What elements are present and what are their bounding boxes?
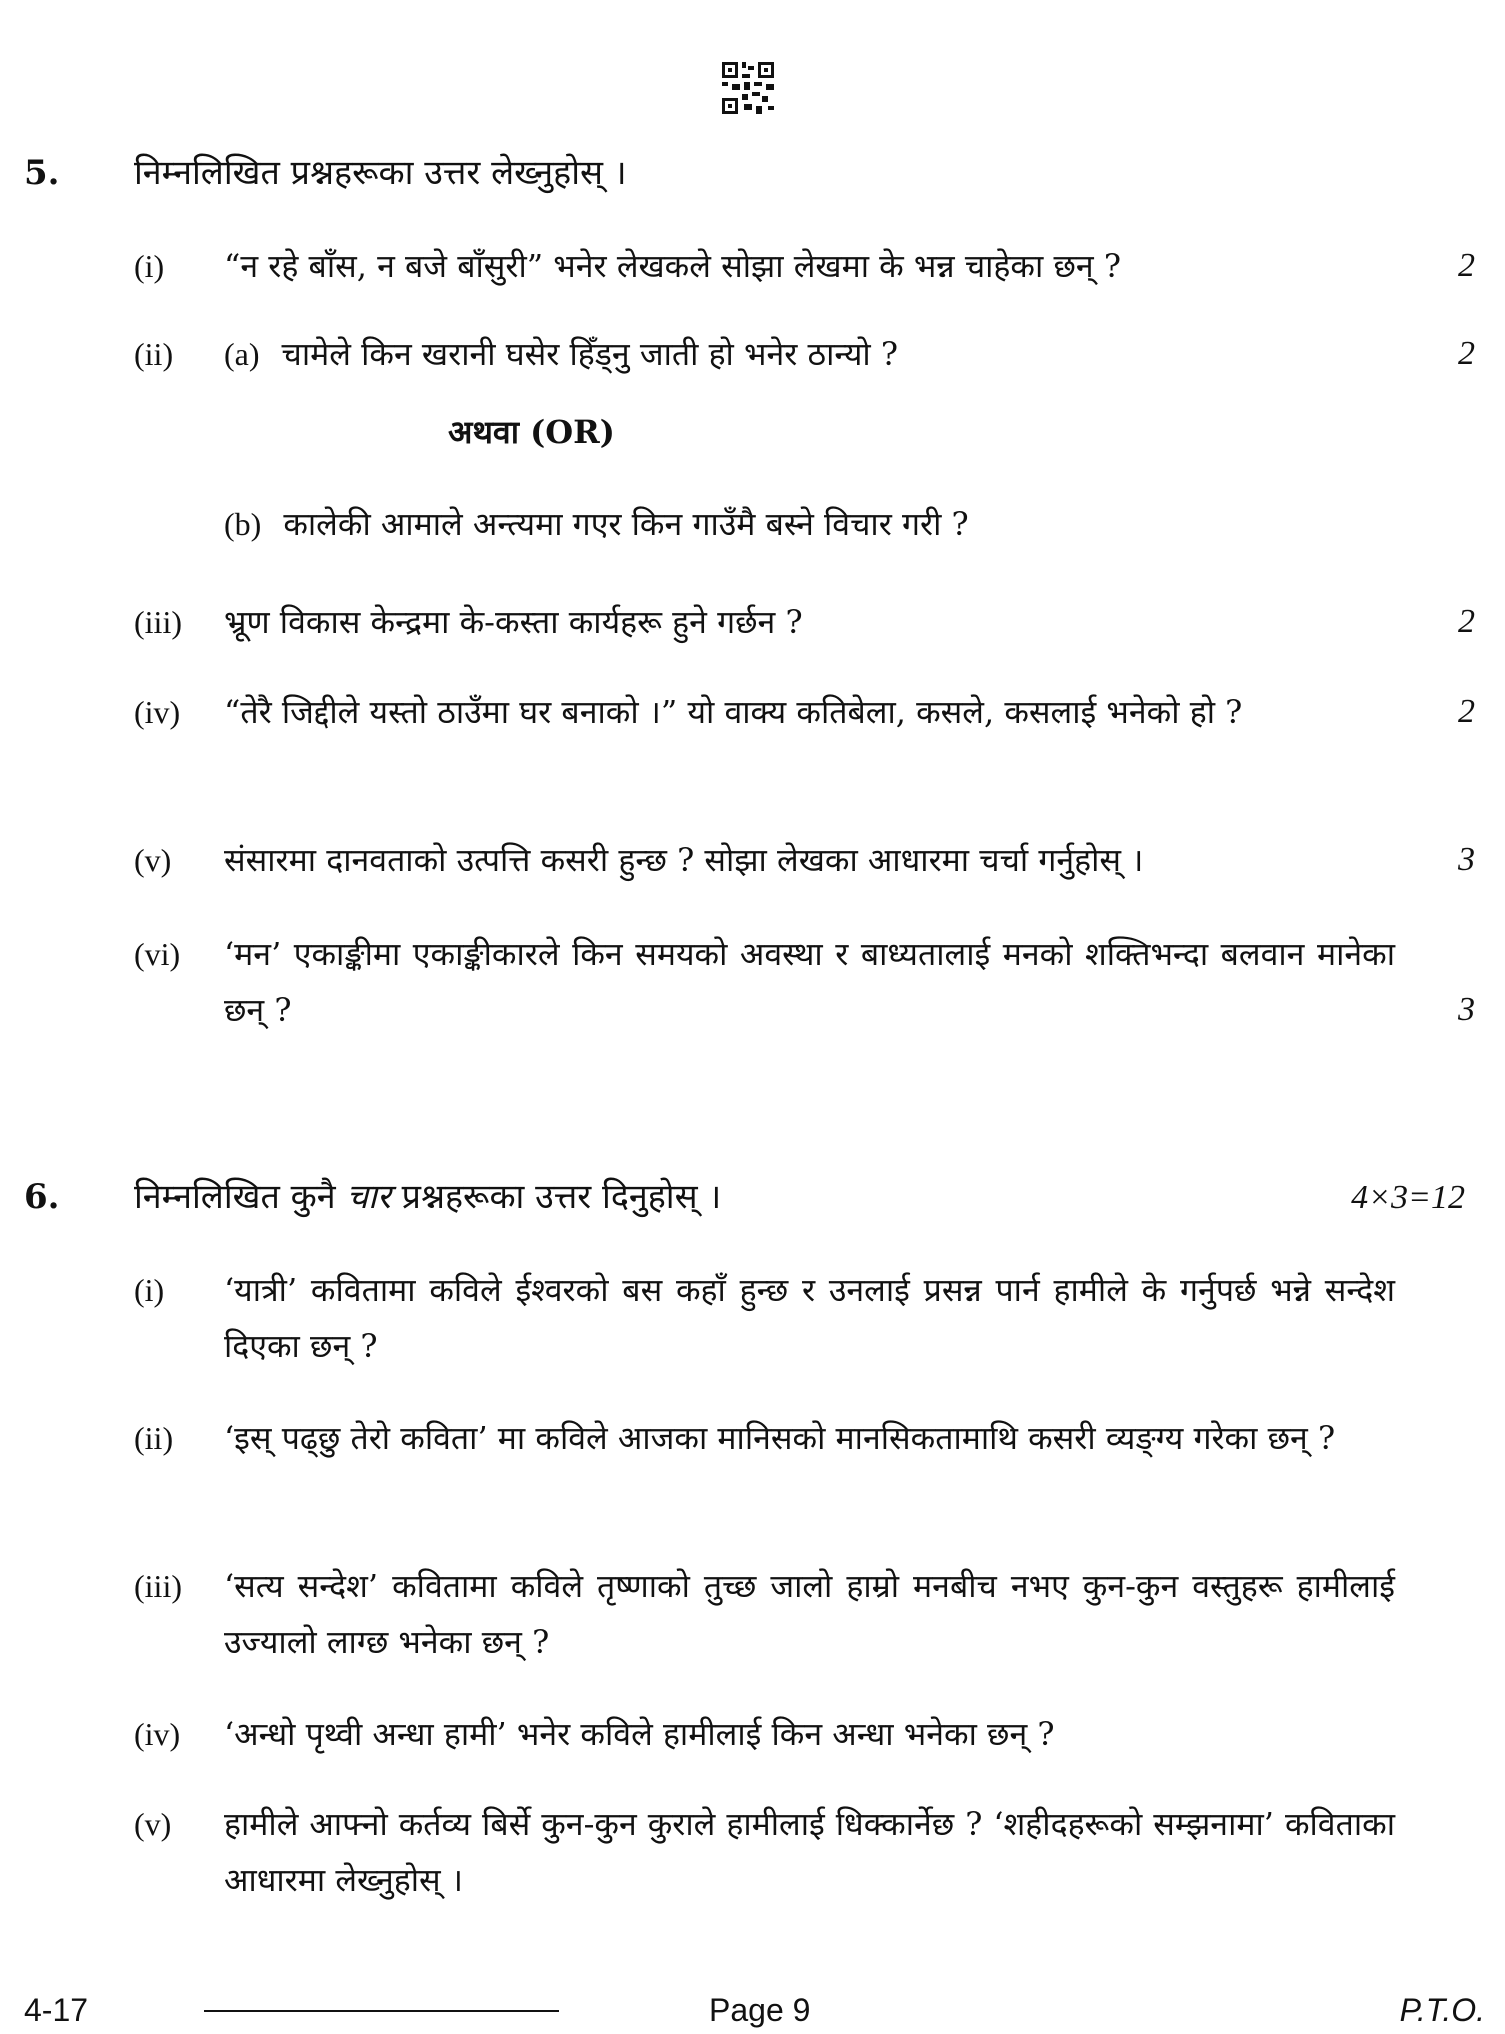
item-text: ‘मन’ एकाङ्कीमा एकाङ्कीकारले किन समयको अवस्था र बाध्यतालाई मनको शक्तिभन्दा बलवान मानेका छन् ? — [224, 935, 1395, 1029]
item-number: (i) — [134, 248, 165, 284]
q5-item-v — [134, 832, 1475, 888]
item-text: ‘सत्य सन्देश’ कवितामा कविले तृष्णाको तुच्छ जालो हाम्रो मनबीच नभए कुन-कुन वस्तुहरू हामीलाई उज्यालो लाग्छ भनेका छन् ? — [224, 1567, 1395, 1661]
q5-item-ii-b — [134, 496, 1475, 552]
item-marks: 3 — [1458, 841, 1475, 878]
sub-label: (b) — [224, 506, 262, 542]
item-text: ‘अन्धो पृथ्वी अन्धा हामी’ भनेर कविले हामीलाई किन अन्धा भनेका छन् ? — [224, 1715, 1055, 1753]
item-text-wrapper — [224, 496, 1435, 552]
item-text: चामेले किन खरानी घसेर हिँड्नु जाती हो भनेर ठान्यो ? — [281, 335, 899, 373]
q5-item-iv — [134, 684, 1475, 740]
item-text: हामीले आफ्नो कर्तव्य बिर्से कुन-कुन कुराले हामीलाई धिक्कार्नेछ ? ‘शहीदहरूको सम्झनामा’ कविताका आधारमा लेख्नुहोस् । — [224, 1805, 1395, 1899]
q5-item-iii — [134, 594, 1475, 650]
item-number: (iii) — [134, 604, 182, 640]
q6-item-iv — [134, 1706, 1475, 1762]
page-footer — [24, 1992, 1485, 2029]
footer-rule — [204, 2010, 559, 2012]
item-number: (ii) — [134, 336, 174, 372]
q6-item-i — [134, 1262, 1475, 1374]
page-number: Page 9 — [709, 1992, 811, 2028]
item-text: संसारमा दानवताको उत्पत्ति कसरी हुन्छ ? सोझा लेखका आधारमा चर्चा गर्नुहोस् । — [224, 841, 1144, 879]
please-turn-over: P.T.O. — [1399, 1992, 1485, 2028]
item-number: (v) — [134, 1806, 172, 1842]
or-separator: अथवा (OR) — [448, 413, 615, 451]
question-6-heading — [24, 1172, 1465, 1218]
item-number: (vi) — [134, 936, 181, 972]
item-number: (v) — [134, 842, 172, 878]
sub-label: (a) — [224, 336, 260, 372]
item-text: ‘यात्री’ कवितामा कविले ईश्वरको बस कहाँ हुन्छ र उनलाई प्रसन्न पार्न हामीले के गर्नुपर्छ भन्ने सन्देश दिएका छन् ? — [224, 1271, 1395, 1365]
item-text: भ्रूण विकास केन्द्रमा के-कस्ता कार्यहरू हुने गर्छन ? — [224, 603, 803, 641]
paper-code: 4-17 — [24, 1992, 89, 2028]
q6-item-ii — [134, 1410, 1475, 1466]
item-marks: 3 — [1458, 991, 1475, 1028]
item-marks: 2 — [1458, 603, 1475, 640]
item-marks: 2 — [1458, 335, 1475, 372]
instruction-emphasis: चार — [346, 1177, 391, 1217]
item-number: (iv) — [134, 1716, 181, 1752]
item-text: ‘इस् पढ्छु तेरो कविता’ मा कविले आजका मानिसको मानसिकतामाथि कसरी व्यङ्ग्य गरेका छन् ? — [224, 1419, 1336, 1457]
item-marks: 2 — [1458, 693, 1475, 730]
item-text: “तेरै जिद्दीले यस्तो ठाउँमा घर बनाको ।” यो वाक्य कतिबेला, कसले, कसलाई भनेको हो ? — [224, 693, 1243, 731]
q6-item-iii — [134, 1558, 1475, 1670]
question-instruction: निम्नलिखित प्रश्नहरूका उत्तर लेख्नुहोस् । — [134, 153, 627, 193]
item-text-wrapper — [224, 326, 1435, 382]
item-number: (iii) — [134, 1568, 182, 1604]
item-text: “न रहे बाँस, न बजे बाँसुरी” भनेर लेखकले सोझा लेखमा के भन्न चाहेका छन् ? — [224, 247, 1121, 285]
item-number: (i) — [134, 1272, 165, 1308]
q5-item-vi — [134, 926, 1475, 1038]
item-number: (iv) — [134, 694, 181, 730]
item-text: कालेकी आमाले अन्त्यमा गएर किन गाउँमै बस्ने विचार गरी ? — [283, 505, 969, 543]
question-5-heading — [24, 148, 1465, 194]
instruction-part: प्रश्नहरूका उत्तर दिनुहोस् । — [401, 1177, 722, 1217]
item-number: (ii) — [134, 1420, 174, 1456]
q5-item-i — [134, 238, 1475, 294]
instruction-part: निम्नलिखित कुनै — [134, 1177, 336, 1217]
question-number: 6. — [24, 1177, 60, 1217]
question-instruction — [134, 1172, 1351, 1218]
q6-item-v — [134, 1796, 1475, 1908]
question-number: 5. — [24, 153, 60, 193]
qr-code-icon — [720, 60, 776, 116]
q5-item-ii-a — [134, 326, 1475, 382]
question-marks: 4×3=12 — [1351, 1179, 1465, 1216]
item-marks: 2 — [1458, 247, 1475, 284]
